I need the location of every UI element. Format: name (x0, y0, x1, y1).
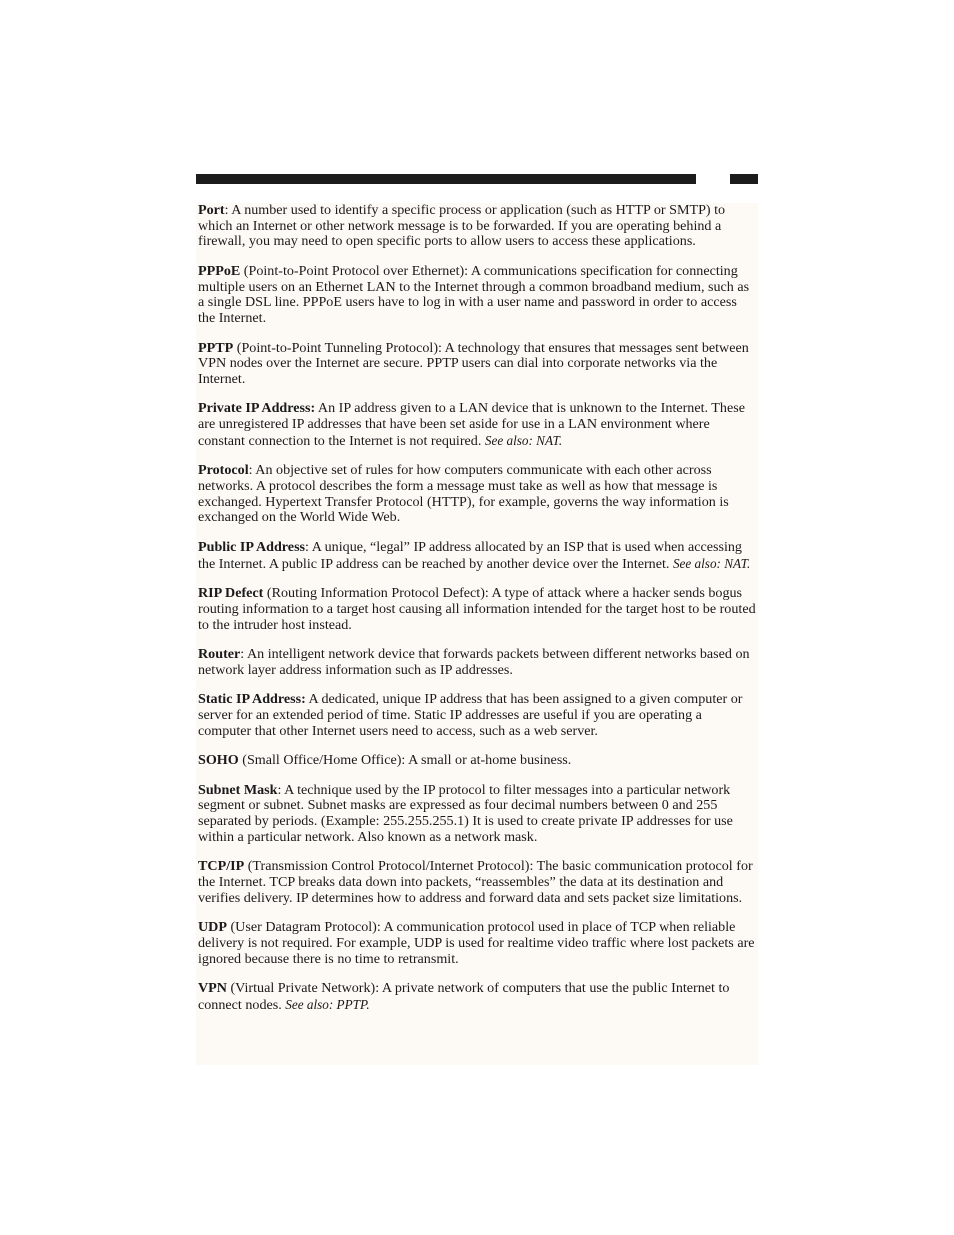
see-also-reference: See also: PPTP. (285, 996, 370, 1012)
glossary-entry-pppoe (198, 264, 756, 327)
glossary-entry-soho (198, 753, 756, 769)
glossary-entry-public-ip-address (198, 540, 756, 572)
glossary-definition: : An intelligent network device that forwards packets between different networks based on network layer address information such as IP addresses. (198, 646, 750, 678)
glossary-term: Static IP Address: (198, 691, 306, 708)
glossary-entry-router (198, 647, 756, 678)
glossary-term: Protocol (198, 462, 249, 479)
glossary-entry-tcp-ip (198, 859, 756, 906)
glossary-definition: : An objective set of rules for how computers communicate with each other across networks. A protocol describes the form a message must take as well as how that message is exchanged. Hypertext Transfer Protocol (HTTP), for example, governs the way information is exchanged on the World Wide Web. (198, 462, 729, 526)
glossary-definition: (Transmission Control Protocol/Internet Protocol): The basic communication protocol for the Internet. TCP breaks data down into packets, “reassembles” the data at its destination and verifies delivery. IP determines how to address and forward data and sets packet size limitations. (198, 858, 753, 906)
glossary-definition: : A technique used by the IP protocol to filter messages into a particular network segment or subnet. Subnet masks are expressed as four decimal numbers between 0 and 255 separated by periods. (Example: 255.255.255.1) It is used to create private IP addresses for use within a particular network. Also known as a network mask. (198, 781, 733, 845)
glossary-term: PPTP (198, 339, 234, 356)
glossary-term: RIP Defect (198, 585, 264, 602)
glossary-list (196, 203, 758, 1065)
glossary-entry-pptp (198, 341, 756, 388)
glossary-term: VPN (198, 980, 227, 997)
glossary-definition: (Routing Information Protocol Defect): A type of attack where a hacker sends bogus routing information to a target host causing all information intended for the target host to be routed to the intruder host instead. (198, 585, 756, 633)
glossary-entry-rip-defect (198, 586, 756, 633)
header-rule-short (730, 174, 758, 184)
glossary-term: Public IP Address (198, 538, 306, 555)
glossary-definition: (Virtual Private Network): A private network of computers that use the public Internet to connect nodes. (198, 980, 730, 1013)
glossary-entry-vpn (198, 981, 756, 1013)
header-rule-long (196, 174, 696, 184)
glossary-entry-static-ip-address (198, 692, 756, 739)
glossary-definition: (Point-to-Point Tunneling Protocol): A technology that ensures that messages sent between VPN nodes over the Internet are secure. PPTP users can dial into corporate networks via the Internet. (198, 339, 749, 387)
glossary-entry-subnet-mask (198, 783, 756, 846)
glossary-definition: An IP address given to a LAN device that is unknown to the Internet. These are unregistered IP addresses that have been set aside for use in a LAN environment where constant connection to the Internet is not required. (198, 400, 745, 449)
glossary-definition: : A unique, “legal” IP address allocated by an ISP that is used when accessing the Internet. A public IP address can be reached by another device over the Internet. (198, 538, 742, 572)
see-also-reference: See also: NAT. (484, 432, 563, 448)
glossary-term: SOHO (198, 752, 239, 769)
glossary-definition: A dedicated, unique IP address that has been assigned to a given computer or server for an extended period of time. Static IP addresses are useful if you are operating a computer that other Internet users need to access, such as a web server. (198, 691, 743, 739)
glossary-definition: (Point-to-Point Protocol over Ethernet): A communications specification for connecting multiple users on an Ethernet LAN to the Internet through a common broadband medium, such as a single DSL line. PPPoE users have to log in with a user name and password in order to access the Internet. (198, 262, 750, 327)
glossary-entry-protocol (198, 463, 756, 526)
glossary-entry-port (198, 203, 756, 250)
glossary-definition: (Small Office/Home Office): A small or at-home business. (238, 752, 572, 769)
glossary-term: UDP (198, 919, 227, 936)
glossary-entry-udp (198, 920, 756, 967)
glossary-term: Router (198, 646, 241, 663)
glossary-term: Subnet Mask (198, 781, 278, 798)
glossary-entry-private-ip-address (198, 401, 756, 449)
glossary-term: PPPoE (198, 262, 241, 279)
see-also-reference: See also: NAT. (672, 555, 751, 571)
glossary-term: Private IP Address: (198, 400, 316, 417)
glossary-definition: (User Datagram Protocol): A communication protocol used in place of TCP when reliable delivery is not required. For example, UDP is used for realtime video traffic where lost packets are ignored because there is no time to retransmit. (198, 919, 755, 967)
glossary-term: Port (198, 202, 225, 218)
glossary-term: TCP/IP (198, 858, 245, 875)
glossary-definition: : A number used to identify a specific process or application (such as HTTP or SMTP) to which an Internet or other network message is to be forwarded. If you are operating behind a firewall, you may need to open specific ports to allow users to access these applications. (198, 202, 726, 250)
